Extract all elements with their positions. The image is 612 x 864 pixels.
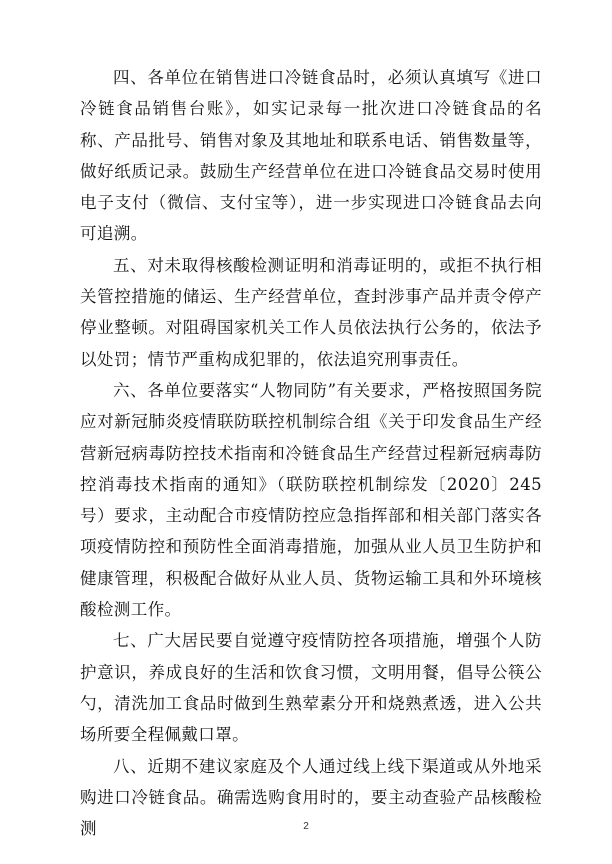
paragraph-item-5: 五、对未取得核酸检测证明和消毒证明的，或拒不执行相关管控措施的储运、生产经营单位，查封涉事产品并责令停产停业整顿。对阻碍国家机关工作人员依法执行公务的，依法予以处罚；情节严重构成犯罪的，依法追究刑事责任。 (80, 255, 542, 369)
paragraph-item-4: 四、各单位在销售进口冷链食品时，必须认真填写《进口冷链食品销售台账》，如实记录每一批次进口冷链食品的名称、产品批号、销售对象及其地址和联系电话、销售数量等，做好纸质记录。鼓励生产经营单位在进口冷链食品交易时使用电子支付（微信、支付宝等），进一步实现进口冷链食品去向可追溯。 (80, 68, 542, 244)
paragraph-item-6: 六、各单位要落实“人物同防”有关要求，严格按照国务院应对新冠肺炎疫情联防联控机制综合组《关于印发食品生产经营新冠病毒防控技术指南和冷链食品生产经营过程新冠病毒防控消毒技术指南的通知》（联防联控机制综发〔2020〕245号）要求，主动配合市疫情防控应急指挥部和相关部门落实各项疫情防控和预防性全面消毒措施，加强从业人员卫生防护和健康管理，积极配合做好从业人员、货物运输工具和外环境核酸检测工作。 (80, 380, 542, 620)
paragraph-item-7: 七、广大居民要自觉遵守疫情防控各项措施，增强个人防护意识，养成良好的生活和饮食习惯，文明用餐，倡导公筷公勺，清洗加工食品时做到生熟荤素分开和烧熟煮透，进入公共场所要全程佩戴口罩。 (80, 631, 542, 745)
paragraph-item-8: 八、近期不建议家庭及个人通过线上线下渠道或从外地采购进口冷链食品。确需选购食用时的，要主动查验产品核酸检测 (80, 756, 542, 839)
page-number: 2 (303, 821, 309, 832)
document-body (80, 62, 542, 844)
